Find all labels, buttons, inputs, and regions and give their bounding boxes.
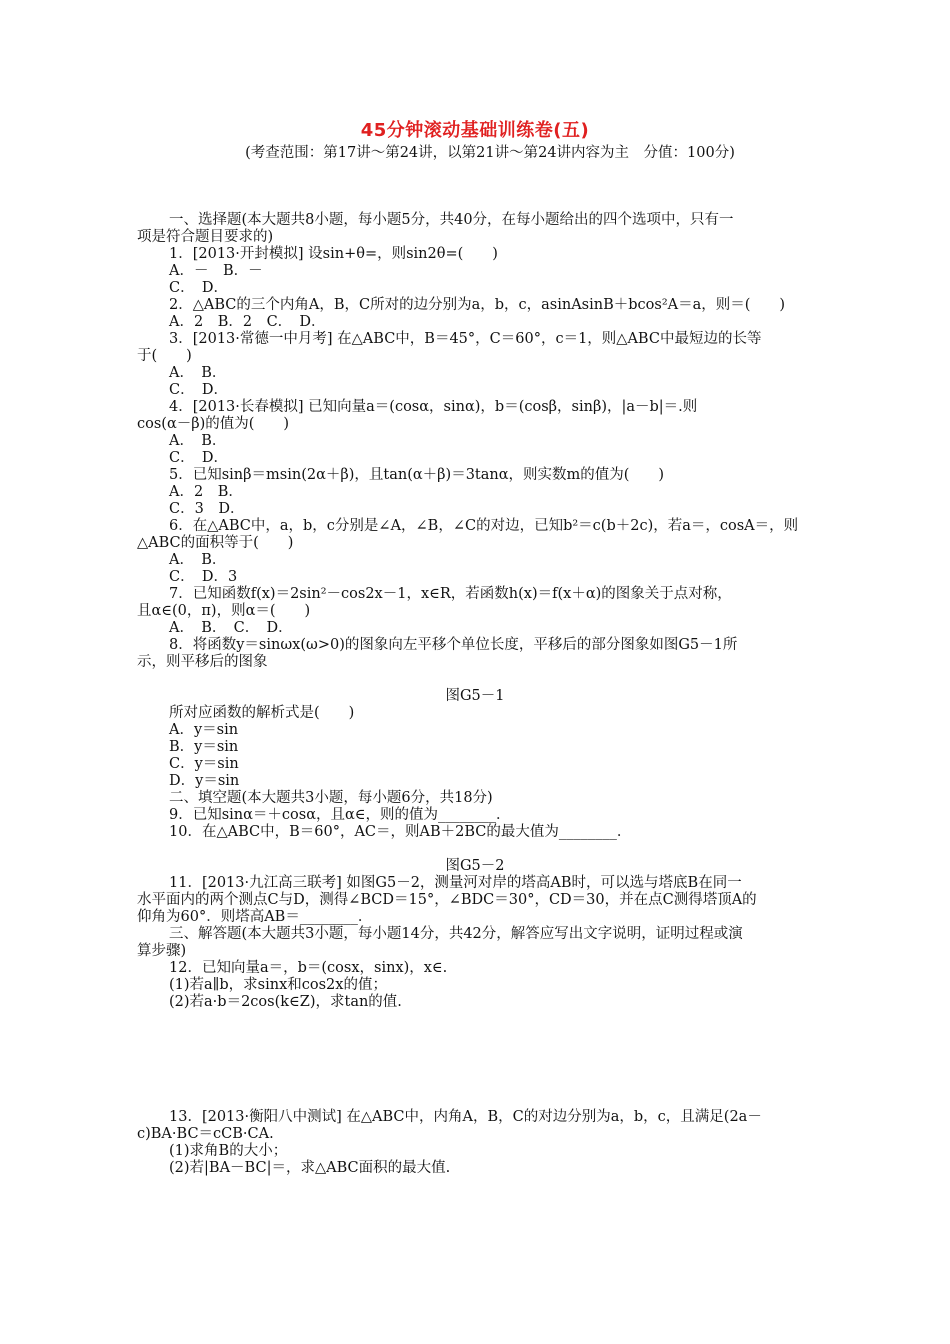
options-line: C． D． [169, 450, 228, 466]
text-line: △ABC的面积等于( ) [137, 535, 294, 551]
question-8: 8．将函数y＝sinωx(ω>0)的图象向左平移个单位长度，平移后的部分图象如图G5－1所 [169, 637, 738, 653]
page-title: 45分钟滚动基础训练卷(五) [360, 120, 590, 141]
question-13-part-2: (2)若|BA－BC|＝，求△ABC面积的最大值. [169, 1160, 451, 1176]
section-heading-fill: 二、填空题(本大题共3小题，每小题6分，共18分) [169, 790, 493, 806]
question-10: 10．在△ABC中，B＝60°，AC＝，则AB＋2BC的最大值为________． [169, 824, 632, 840]
text-line: cos(α－β)的值为( ) [137, 416, 290, 432]
text-line: 所对应函数的解析式是( ) [169, 705, 355, 721]
section-heading-answer: 三、解答题(本大题共3小题，每小题14分，共42分，解答应写出文字说明，证明过程或演 [169, 926, 743, 942]
question-9: 9．已知sinα＝＋cosα，且α∈，则的值为________． [169, 807, 511, 823]
question-13-part-1: (1)求角B的大小； [169, 1143, 288, 1159]
options-line: C． D． [169, 280, 228, 296]
text-line: 项是符合题目要求的) [137, 229, 274, 245]
text-line: 算步骤) [137, 943, 187, 959]
option-d: D．y＝sin [169, 773, 240, 789]
question-5: 5．已知sinβ＝msin(2α＋β)，且tan(α＋β)＝3tanα，则实数m的值为( ) [169, 467, 665, 483]
options-line: C． D．3 [169, 569, 238, 585]
question-1: 1．[2013·开封模拟] 设sin+θ=，则sin2θ=( ) [169, 246, 498, 262]
options-line: A．－ B．－ [169, 263, 263, 279]
options-line: A．2 B．2 C． D． [169, 314, 326, 330]
options-line: A． B． [169, 433, 227, 449]
options-line: A． B． C． D． [169, 620, 293, 636]
question-12: 12．已知向量a＝，b＝(cosx，sinx)，x∈. [169, 960, 448, 976]
text-line: 示，则平移后的图象 [137, 654, 268, 670]
option-c: C．y＝sin [169, 756, 239, 772]
text-line: 且α∈(0，π)，则α＝( ) [137, 603, 311, 619]
text-line: c)BA·BC＝cCB·CA. [137, 1126, 274, 1142]
options-line: C．3 D． [169, 501, 245, 517]
options-line: A．2 B． [169, 484, 243, 500]
options-line: A． B． [169, 365, 227, 381]
figure-caption-g5-1: 图G5－1 [445, 688, 505, 704]
question-11: 11．[2013·九江高三联考] 如图G5－2，测量河对岸的塔高AB时，可以选与塔底B在同一 [169, 875, 742, 891]
text-line: 于( ) [137, 348, 192, 364]
options-line: C． D． [169, 382, 228, 398]
options-line: A． B． [169, 552, 227, 568]
question-13: 13．[2013·衡阳八中测试] 在△ABC中，内角A，B，C的对边分别为a，b，c，且满足(2a－ [169, 1109, 762, 1125]
question-6: 6．在△ABC中，a，b，c分别是∠A，∠B，∠C的对边，已知b²＝c(b＋2c)，若a＝，cosA＝，则 [169, 518, 799, 534]
question-12-part-2: (2)若a·b＝2cos(k∈Z)，求tan的值. [169, 994, 402, 1010]
section-heading-choice: 一、选择题(本大题共8小题，每小题5分，共40分，在每小题给出的四个选项中，只有一 [169, 212, 734, 228]
question-2: 2．△ABC的三个内角A，B，C所对的边分别为a，b，c，asinAsinB＋bcos²A＝a，则＝( ) [169, 297, 786, 313]
text-line: 水平面内的两个测点C与D，测得∠BCD＝15°，∠BDC＝30°，CD＝30，并在点C测得塔顶A的 [137, 892, 757, 908]
question-7: 7．已知函数f(x)＝2sin²－cos2x－1，x∈R，若函数h(x)＝f(x＋α)的图象关于点对称， [169, 586, 732, 602]
page-subtitle: (考查范围：第17讲～第24讲，以第21讲～第24讲内容为主 分值：100分) [245, 145, 735, 161]
option-b: B．y＝sin [169, 739, 239, 755]
text-line: 仰角为60°．则塔高AB＝________． [137, 909, 373, 925]
question-12-part-1: (1)若a∥b，求sinx和cos2x的值； [169, 977, 387, 993]
option-a: A．y＝sin [169, 722, 239, 738]
figure-caption-g5-2: 图G5－2 [445, 858, 505, 874]
question-4: 4．[2013·长春模拟] 已知向量a＝(cosα，sinα)，b＝(cosβ，sinβ)，|a－b|＝.则 [169, 399, 698, 415]
question-3: 3．[2013·常德一中月考] 在△ABC中，B＝45°，C＝60°，c＝1，则△ABC中最短边的长等 [169, 331, 762, 347]
